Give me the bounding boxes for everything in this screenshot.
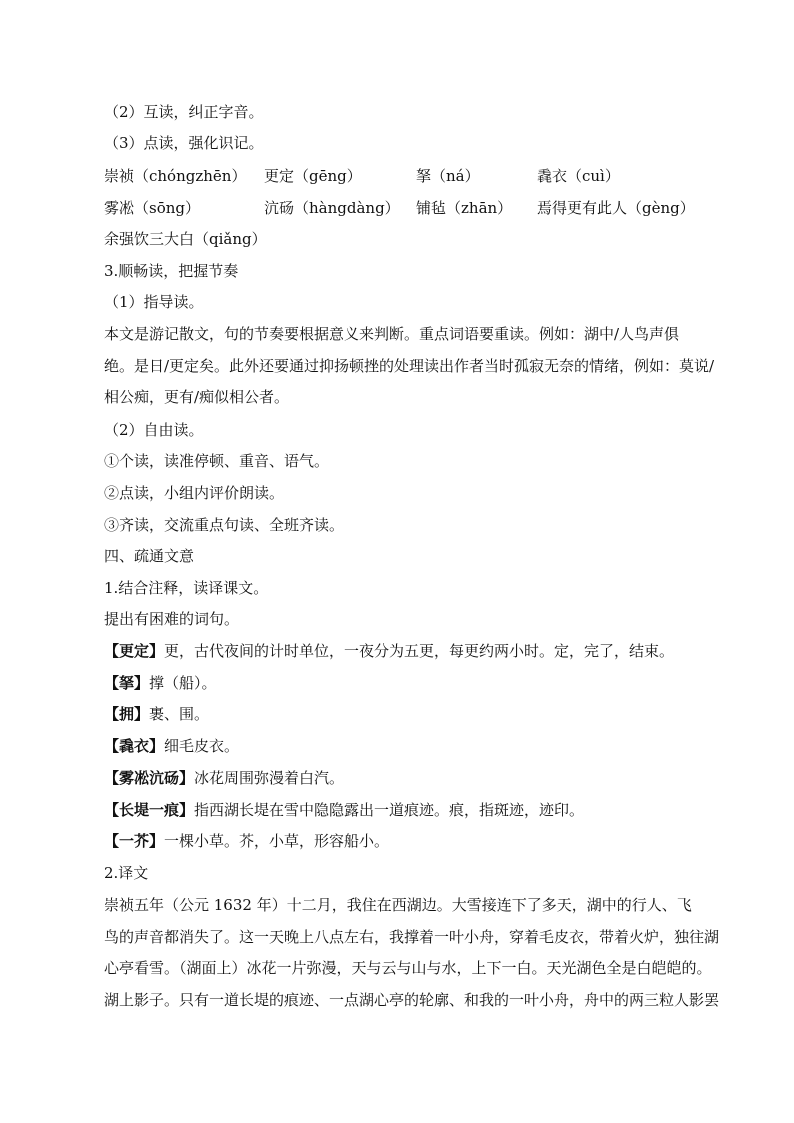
glossary-definition: 一棵小草。芥，小草，形容船小。 xyxy=(164,832,390,850)
glossary-term: 【拏】 xyxy=(104,674,150,692)
glossary-entry xyxy=(104,673,217,693)
guide-paragraph-line: 绝。是日/更定矣。此外还要通过抑扬顿挫的处理读出作者当时孤寂无奈的情绪，例如：莫说/ xyxy=(104,357,715,375)
glossary-term: 【雾凇沆砀】 xyxy=(104,769,195,787)
glossary-definition: 指西湖长堤在雪中隐隐露出一道痕迹。痕，指斑迹，迹印。 xyxy=(194,801,585,819)
translation-line: 湖上影子。只有一道长堤的痕迹、一点湖心亭的轮廓、和我的一叶小舟，舟中的两三粒人影罢 xyxy=(104,991,720,1009)
pinyin-item: 崇祯（chóngzhēn） xyxy=(104,167,247,185)
glossary-entry xyxy=(104,641,674,661)
guided-reading-heading: （1）指导读。 xyxy=(104,293,204,311)
free-reading-item: ①个读，读准停顿、重音、语气。 xyxy=(104,452,330,470)
glossary-definition: 冰花周围弥漫着白汽。 xyxy=(194,769,345,787)
glossary-entry xyxy=(104,768,344,788)
glossary-entry xyxy=(104,800,584,820)
guide-paragraph-line: 相公痴，更有/痴似相公者。 xyxy=(104,388,290,406)
pinyin-item: 拏（ná） xyxy=(416,167,480,185)
translation-line: 心亭看雪。（湖面上）冰花一片弥漫，天与云与山与水，上下一白。天光湖色全是白皑皑的。 xyxy=(104,959,712,977)
glossary-definition: 细毛皮衣。 xyxy=(164,737,240,755)
guide-paragraph-line: 本文是游记散文，句的节奏要根据意义来判断。重点词语要重读。例如：湖中/人鸟声俱 xyxy=(104,325,680,343)
translation-line: 鸟的声音都消失了。这一天晚上八点左右，我撑着一叶小舟，穿着毛皮衣，带着火炉，独往湖 xyxy=(104,928,720,946)
glossary-entry xyxy=(104,704,209,724)
subsection-2-heading: 2.译文 xyxy=(104,864,149,882)
free-reading-item: ③齐读，交流重点句读、全班齐读。 xyxy=(104,516,345,534)
glossary-entry xyxy=(104,736,239,756)
step-3-point-reading: （3）点读，强化识记。 xyxy=(104,134,264,152)
pinyin-item: 铺毡（zhān） xyxy=(416,199,513,217)
glossary-term: 【毳衣】 xyxy=(104,737,165,755)
free-reading-item: ②点读，小组内评价朗读。 xyxy=(104,484,285,502)
section-4-heading: 四、疏通文意 xyxy=(104,547,195,565)
glossary-term: 【拥】 xyxy=(104,705,150,723)
pinyin-item: 雾凇（sōng） xyxy=(104,199,200,217)
pinyin-item: 余强饮三大白（qiǎng） xyxy=(104,230,267,248)
pinyin-item: 更定（gēng） xyxy=(264,167,362,185)
glossary-term: 【一芥】 xyxy=(104,832,165,850)
free-reading-heading: （2）自由读。 xyxy=(104,421,204,439)
subsection-1-heading: 1.结合注释，读译课文。 xyxy=(104,579,269,597)
glossary-entry xyxy=(104,831,389,851)
glossary-term: 【更定】 xyxy=(104,642,165,660)
subsection-1-note: 提出有困难的词句。 xyxy=(104,610,240,628)
glossary-definition: 更，古代夜间的计时单位，一夜分为五更，每更约两小时。定，完了，结束。 xyxy=(164,642,675,660)
glossary-definition: 撑（船）。 xyxy=(149,674,217,692)
pinyin-item: 焉得更有此人（gèng） xyxy=(537,199,695,217)
glossary-definition: 裹、围。 xyxy=(149,705,210,723)
glossary-term: 【长堤一痕】 xyxy=(104,801,195,819)
pinyin-item: 沆砀（hàngdàng） xyxy=(264,199,400,217)
step-2-mutual-reading: （2）互读，纠正字音。 xyxy=(104,103,264,121)
pinyin-item: 毳衣（cuì） xyxy=(537,167,620,185)
section-3-heading: 3.顺畅读，把握节奏 xyxy=(104,262,239,280)
translation-line: 崇祯五年（公元 1632 年）十二月，我住在西湖边。大雪接连下了多天，湖中的行人、飞 xyxy=(104,896,692,914)
